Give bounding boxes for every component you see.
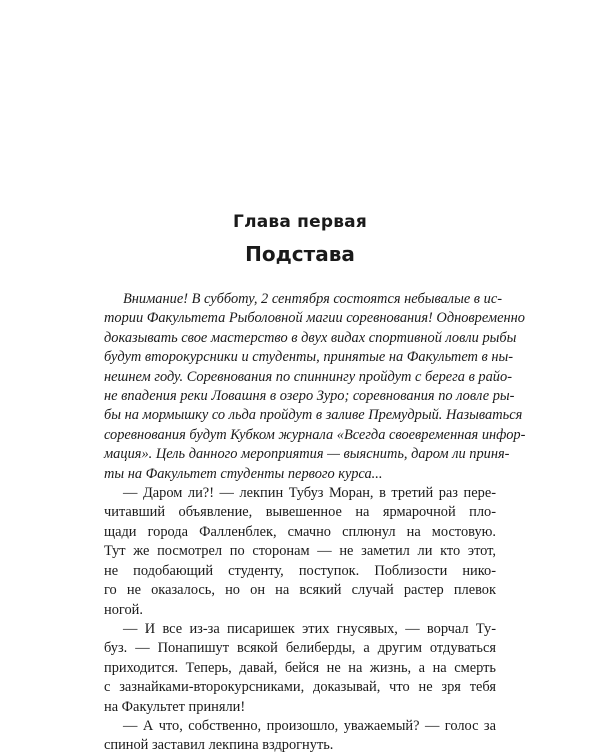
text-line: ты на Факультет студенты первого курса...: [104, 465, 383, 482]
text-line: бы на мормышку со льда пройдут в заливе Премудрый. Называться: [104, 407, 523, 424]
text-line: будут второкурсники и студенты, принятые на Факультет в ны-: [104, 349, 514, 366]
text-line: ногой.: [104, 601, 143, 618]
text-line: го не оказалось, но он на всякий случай растер плевок: [104, 582, 496, 599]
text-line: — Даром ли?! — лекпин Тубуз Моран, в третий раз пере-: [123, 485, 496, 502]
text-line: буз. — Понапишут всякой белиберды, а другим отдуваться: [104, 640, 496, 657]
chapter-body: [104, 290, 526, 756]
chapter-label: Глава первая: [233, 212, 367, 232]
text-line: соревнования будут Кубком журнала «Всегда своевременная инфор-: [104, 426, 526, 443]
text-line: Внимание! В субботу, 2 сентября состоятся небывалые в ис-: [123, 291, 503, 307]
text-line: — А что, собственно, произошло, уважаемый? — голос за: [123, 717, 496, 734]
text-line: не подобающий студенту, поступок. Поблизости нико-: [104, 562, 496, 579]
text-line: на Факультет приняли!: [104, 698, 246, 715]
text-line: Тут же посмотрел по сторонам — не заметил ли кто этот,: [104, 543, 496, 560]
text-line: тории Факультета Рыболовной магии соревнования! Одновременно: [104, 310, 525, 327]
text-line: нешнем году. Соревнования по спиннингу пройдут с берега в райо-: [104, 368, 512, 385]
paragraph: [104, 620, 496, 717]
text-line: читавший объявление, вывешенное на ярмарочной пло-: [104, 504, 496, 521]
text-line: приходится. Теперь, давай, бейся не на жизнь, а на смерть: [104, 659, 496, 676]
text-line: мация». Цель данного мероприятия — выяснить, даром ли приня-: [104, 446, 510, 463]
chapter-title: Подстава: [245, 242, 355, 266]
text-line: спиной заставил лекпина вздрогнуть.: [104, 737, 334, 754]
text-line: щади города Фалленблек, смачно сплюнул на мостовую.: [104, 523, 496, 540]
paragraph: [104, 484, 496, 620]
text-line: — И все из-за писаришек этих гнусявых, — ворчал Ту-: [123, 620, 496, 637]
paragraph: [104, 290, 526, 484]
text-line: с зазнайками-второкурсниками, доказывай, что не зря тебя: [104, 679, 496, 696]
text-line: не впадения реки Ловашня в озеро Зуро; соревнования по ловле ры-: [104, 388, 515, 405]
text-line: доказывать свое мастерство в двух видах спортивной ловли рыбы: [104, 329, 517, 346]
